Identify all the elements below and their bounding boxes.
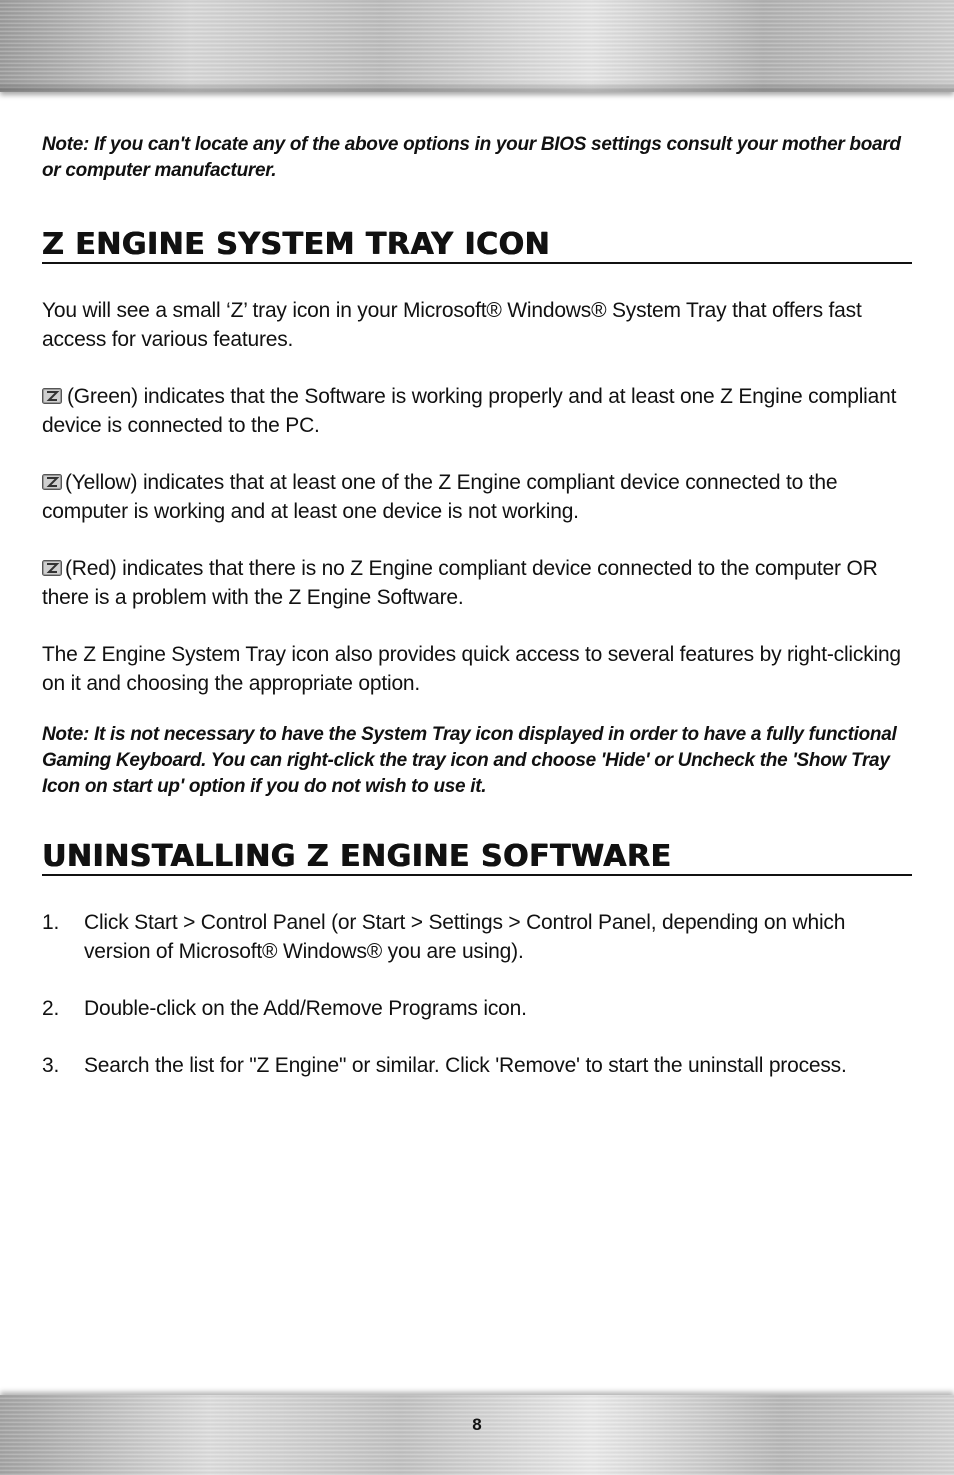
section-heading-tray-icon: Z ENGINE SYSTEM TRAY ICON <box>42 228 912 264</box>
step-item <box>42 908 912 966</box>
bios-note: Note: If you can't locate any of the above options in your BIOS settings consult your mother board or computer manufacturer. <box>42 134 901 181</box>
step-item <box>42 1051 912 1080</box>
step-item <box>42 994 912 1023</box>
tray-quick-access: The Z Engine System Tray icon also provides quick access to several features by right-clicking on it and choosing the appropriate option. <box>42 643 901 695</box>
tray-yellow-row <box>42 468 912 526</box>
z-tray-icon-green <box>42 388 62 404</box>
tray-red-row <box>42 554 912 612</box>
tray-note: Note: It is not necessary to have the System Tray icon displayed in order to have a fully functional Gaming Keyboard. You can right-click the tray icon and choose 'Hide' or Uncheck the 'Show Tray Icon on start up' option if you do not wish to use it. <box>42 724 897 797</box>
step-text: Search the list for "Z Engine" or similar. Click 'Remove' to start the uninstall process. <box>84 1054 847 1077</box>
step-text: Click Start > Control Panel (or Start > Settings > Control Panel, depending on which version of Microsoft® Windows® you are using). <box>84 911 846 963</box>
z-tray-icon-red <box>42 560 62 576</box>
section-heading-uninstall: UNINSTALLING Z ENGINE SOFTWARE <box>42 840 912 876</box>
footer-banner <box>0 1395 954 1475</box>
page-number: 8 <box>472 1415 482 1434</box>
tray-red-text: (Red) indicates that there is no Z Engine compliant device connected to the computer OR there is a problem with the Z Engine Software. <box>42 557 878 609</box>
step-number: 3. <box>42 1054 60 1077</box>
tray-green-text: (Green) indicates that the Software is working properly and at least one Z Engine compliant device is connected to the PC. <box>42 385 897 437</box>
step-number: 2. <box>42 997 60 1020</box>
tray-intro: You will see a small ‘Z’ tray icon in your Microsoft® Windows® System Tray that offers fast access for various features. <box>42 299 862 351</box>
tray-yellow-text: (Yellow) indicates that at least one of the Z Engine compliant device connected to the computer is working and at least one device is not working. <box>42 471 838 523</box>
tray-green-row <box>42 382 912 440</box>
header-banner <box>0 0 954 92</box>
step-text: Double-click on the Add/Remove Programs icon. <box>84 997 527 1020</box>
step-number: 1. <box>42 911 60 934</box>
page-content <box>42 132 912 1080</box>
z-tray-icon-yellow <box>42 474 62 490</box>
uninstall-steps <box>42 908 912 1080</box>
